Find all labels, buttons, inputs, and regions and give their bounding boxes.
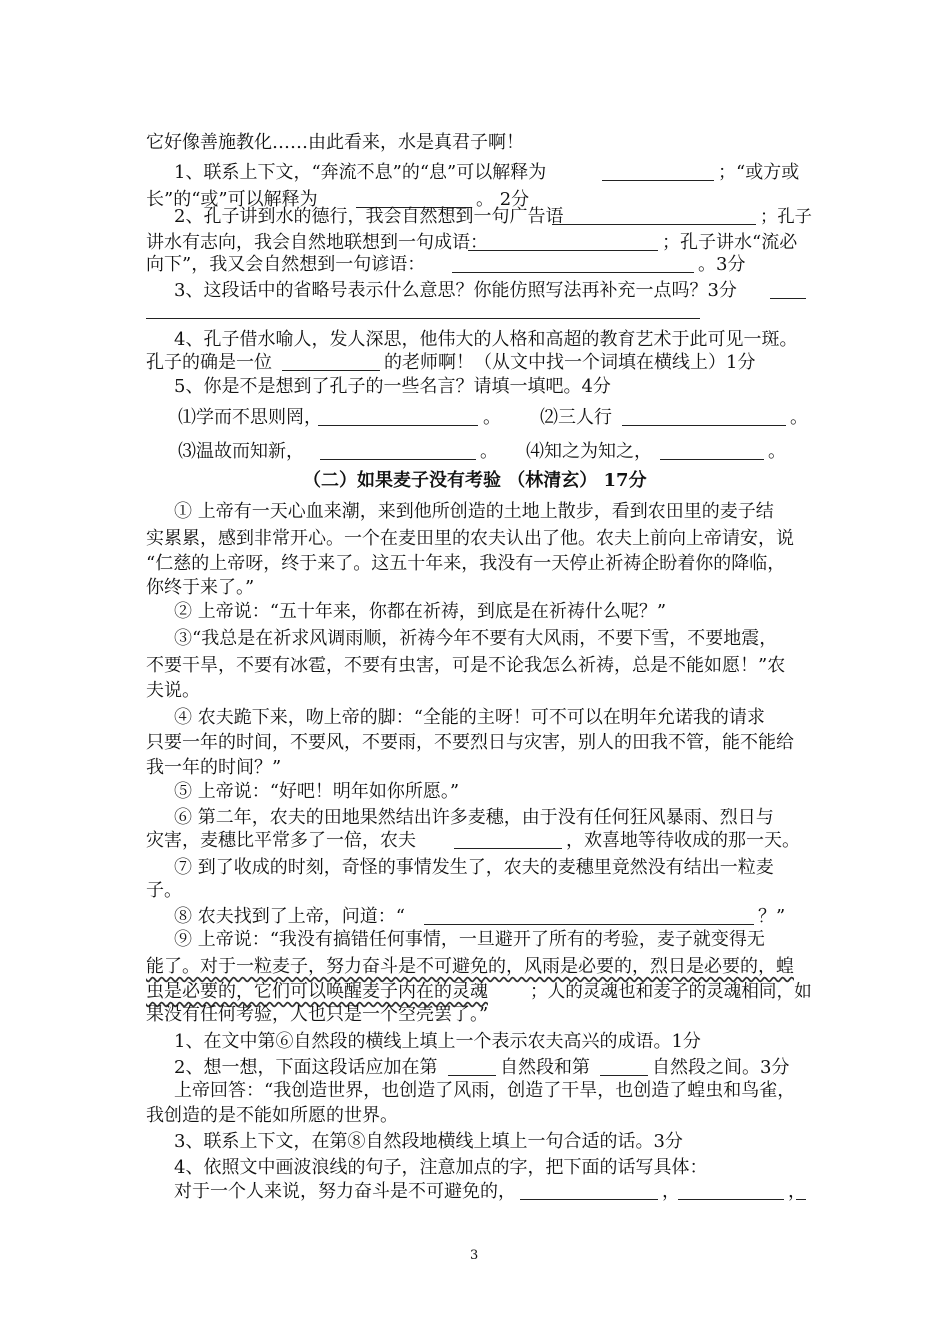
text-line (0, 276, 950, 306)
text-segment: 的老师啊！（从文中找一个词填在横线上）1分 (384, 352, 756, 373)
text-segment: ⑶温故而知新， (178, 441, 304, 462)
text-segment: ④ 农夫跪下来，吻上帝的脚：“全能的主呀！可不可以在明年允诺我的请求 (174, 707, 765, 728)
text-segment: 4、孔子借水喻人，发人深思，他伟大的人格和高超的教育艺术于此可见一斑。 (174, 329, 798, 350)
text-segment: ③“我总是在祈求风调雨顺，祈祷今年不要有大风雨，不要下雪，不要地震， (174, 628, 778, 649)
text-segment: 自然段和第 (500, 1057, 590, 1078)
text-segment: ⑴学而不思则罔， (178, 407, 322, 428)
text-line (0, 158, 950, 188)
text-segment: ① 上帝有一天心血来潮，来到他所创造的土地上散步，看到农田里的麦子结 (174, 501, 774, 522)
text-segment: ⑷知之为知之， (526, 441, 652, 462)
answer-line (146, 318, 700, 319)
text-segment: 。 (483, 407, 501, 428)
text-segment: ⑦ 到了收成的时刻，奇怪的事情发生了，农夫的麦穗里竟然没有结出一粒麦 (174, 857, 774, 878)
text-segment: ⑧ 农夫找到了上帝，问道：“ (174, 906, 405, 927)
text-segment: ， (662, 1181, 680, 1202)
text-line (0, 597, 950, 627)
text-segment: ⑨ 上帝说：“我没有搞错任何事情，一旦避开了所有的考验，麦子就变得无 (174, 929, 765, 950)
text-segment: 实累累，感到非常开心。一个在麦田里的农夫认出了他。农夫上前向上帝请安，说 (146, 528, 794, 549)
text-segment: ；人的灵魂也和麦子的灵魂相同，如 (530, 982, 812, 1002)
text-line (0, 128, 950, 158)
text-segment: ⑤ 上帝说：“好吧！明年如你所愿。” (174, 781, 460, 802)
text-segment: 我一年的时间？” (146, 757, 282, 778)
text-segment: 2、想一想，下面这段话应加在第 (174, 1057, 438, 1078)
text-segment: 上帝回答：“我创造世界，也创造了风雨，创造了干旱，也创造了蝗虫和鸟雀， (174, 1080, 796, 1101)
text-segment: “仁慈的上帝呀，终于来了。这五十年来，我没有一天停止祈祷企盼着你的降临， (146, 553, 786, 574)
wavy-underlined-text: 虫是必要的，它们可以唤醒麦子内在的灵魂 (146, 981, 488, 1002)
answer-blank[interactable] (678, 1199, 784, 1200)
text-segment: （二）如果麦子没有考验 （林清玄） 17分 (303, 470, 647, 491)
answer-blank[interactable] (452, 272, 694, 273)
answer-blank[interactable] (520, 1199, 658, 1200)
text-segment: 1、联系上下文，“奔流不息”的“息”可以解释为 (174, 162, 547, 183)
page-number: 3 (470, 1248, 479, 1263)
text-segment: ⑥ 第二年，农夫的田地果然结出许多麦穗，由于没有任何狂风暴雨、烈日与 (174, 807, 774, 828)
text-segment: 。3分 (698, 254, 746, 275)
text-segment: ；孔子 (760, 207, 812, 227)
text-line (0, 925, 950, 955)
text-segment: ，欢喜地等待收成的那一天。 (566, 830, 800, 851)
text-segment: 。 (480, 441, 498, 462)
answer-blank[interactable] (318, 425, 478, 426)
text-segment: 向下”，我又会自然想到一句谚语： (146, 254, 426, 275)
answer-blank[interactable] (622, 425, 786, 426)
text-segment: 2、孔子讲到水的德行，我会自然想到一句广告语 (174, 206, 564, 227)
text-line (0, 676, 950, 706)
text-segment: 果没有任何考验，人也只是一个空壳罢了。” (146, 1004, 489, 1025)
text-segment: 。 (768, 441, 786, 462)
text-segment: 讲水有志向，我会自然地联想到一句成语： (146, 232, 488, 253)
text-segment: 只要一年的时间，不要风，不要雨，不要烈日与灾害，别人的田我不管，能不能给 (146, 732, 794, 753)
answer-blank[interactable] (602, 180, 714, 181)
text-segment: 3、这段话中的省略号表示什么意思？你能仿照写法再补充一点吗？3分 (174, 280, 737, 301)
text-segment: ？” (758, 906, 786, 927)
wavy-underlined-text: 能了。对于一粒麦子，努力奋斗是不可避免的，风雨是必要的，烈日是必要的，蝗 (146, 956, 794, 977)
text-segment: 。 (790, 407, 808, 428)
text-line (0, 403, 950, 433)
text-segment: 它好像善施教化……由此看来，水是真君子啊！ (146, 132, 524, 153)
text-line (0, 1177, 950, 1207)
text-segment: 3、联系上下文，在第⑧自然段地横线上填上一句合适的话。3分 (174, 1131, 683, 1152)
answer-blank[interactable] (770, 298, 806, 299)
text-segment: 。 2分 (476, 189, 530, 210)
text-segment: ⑵三人行 (540, 407, 612, 428)
text-segment: 你终于来了。” (146, 577, 255, 598)
answer-blank[interactable] (552, 224, 756, 225)
answer-blank[interactable] (660, 459, 764, 460)
text-segment: ；“或方或 (718, 162, 800, 183)
text-line (0, 372, 950, 402)
text-line (0, 466, 950, 496)
answer-blank[interactable] (454, 848, 562, 849)
text-segment: ， (788, 1181, 806, 1202)
answer-blank[interactable] (320, 459, 476, 460)
text-segment: 4、依照文中画波浪线的句子，注意加点的字，把下面的话写具体： (174, 1157, 708, 1178)
text-segment: 对于一个人来说，努力奋斗是不可避免的， (174, 1181, 516, 1202)
text-segment: ；孔子讲水“流必 (662, 232, 798, 253)
text-segment: 我创造的是不能如所愿的世界。 (146, 1105, 398, 1126)
text-line (0, 624, 950, 654)
text-segment: 不要干旱，不要有冰雹，不要有虫害，可是不论我怎么祈祷，总是不能如愿！”农 (146, 655, 786, 676)
text-line (0, 826, 950, 856)
text-line (0, 1000, 950, 1030)
answer-blank[interactable] (796, 1199, 806, 1200)
text-segment: 自然段之间。3分 (652, 1057, 790, 1078)
text-segment: ② 上帝说：“五十年来，你都在祈祷，到底是在祈祷什么呢？” (174, 601, 667, 622)
text-segment: 长”的“或”可以解释为 (146, 189, 318, 210)
text-segment: 夫说。 (146, 680, 200, 701)
text-line (0, 437, 950, 467)
text-line (0, 497, 950, 527)
text-segment: 5、你是不是想到了孔子的一些名言？请填一填吧。4分 (174, 376, 611, 397)
text-segment: 孔子的确是一位 (146, 352, 272, 373)
text-segment: 子。 (146, 880, 182, 901)
answer-blank[interactable] (282, 370, 380, 371)
text-segment: 灾害，麦穗比平常多了一倍，农夫 (146, 830, 416, 851)
text-segment: 1、在文中第⑥自然段的横线上填上一个表示农夫高兴的成语。1分 (174, 1031, 701, 1052)
